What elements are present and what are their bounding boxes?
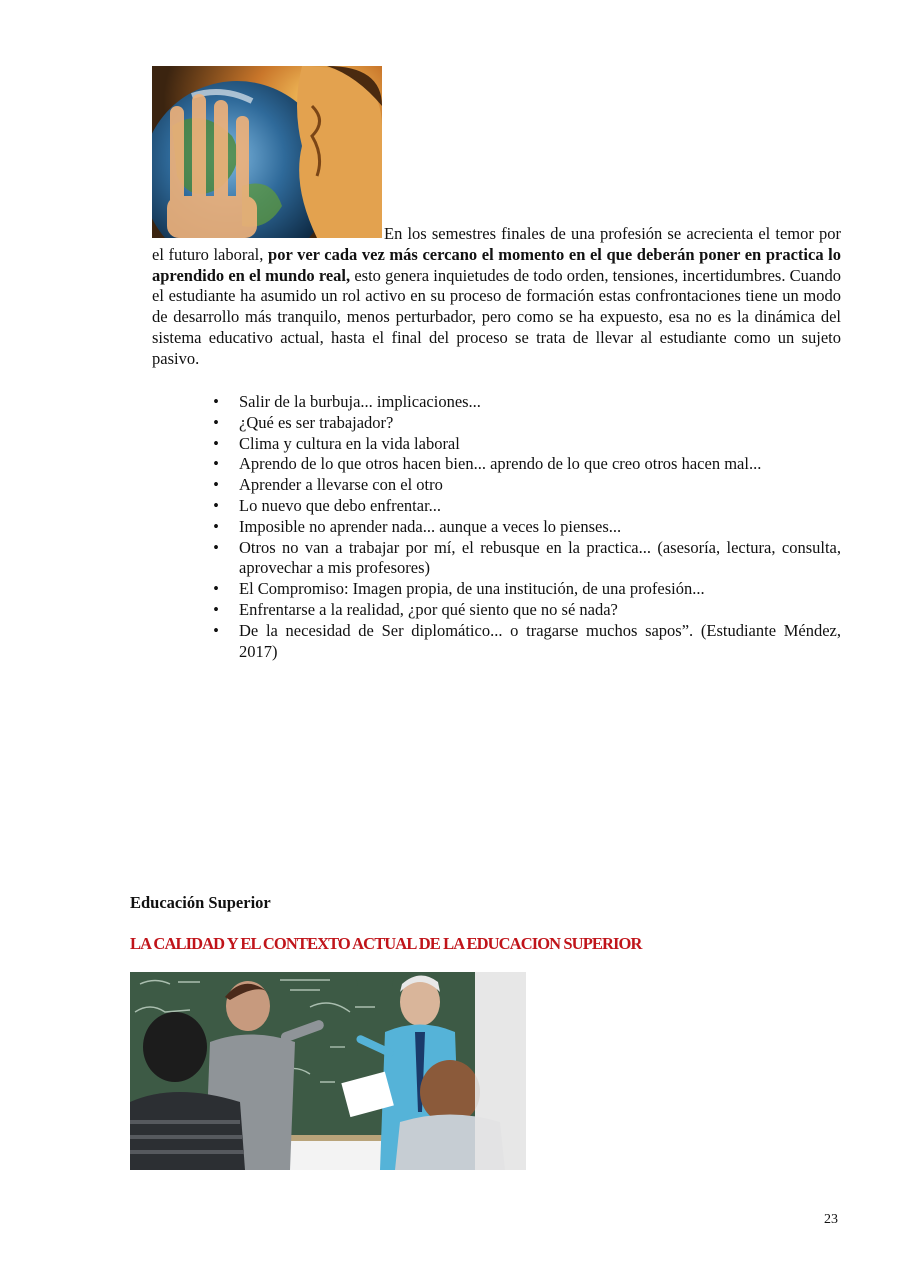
bullet-icon: • [213, 412, 219, 432]
list-item: • Lo nuevo que debo enfrentar... [210, 496, 841, 517]
bullet-icon: • [213, 495, 219, 515]
bullet-icon: • [213, 579, 219, 599]
list-item: • Imposible no aprender nada... aunque a veces lo pienses... [210, 517, 841, 538]
classroom-illustration [130, 972, 526, 1170]
bullet-list [210, 392, 841, 662]
bullet-icon: • [213, 433, 219, 453]
bullet-icon: • [213, 516, 219, 536]
bullet-icon: • [213, 620, 219, 640]
intro-paragraph [152, 224, 841, 370]
list-item: • El Compromiso: Imagen propia, de una institución, de una profesión... [210, 579, 841, 600]
classroom-photo [130, 972, 526, 1170]
bullet-icon: • [213, 599, 219, 619]
earth-hand-photo [152, 66, 382, 238]
list-item: • De la necesidad de Ser diplomático... o tragarse muchos sapos”. (Estudiante Méndez, 2017) [210, 621, 841, 663]
earth-hand-illustration [152, 66, 382, 238]
list-item: • Clima y cultura en la vida laboral [210, 434, 841, 455]
page-number: 23 [824, 1212, 838, 1227]
bullet-icon: • [213, 392, 219, 411]
bullet-icon: • [213, 537, 219, 557]
intro-lead: En los semestres finales de una profesión se acrecienta el temor por el futuro laboral, [152, 224, 841, 264]
section-subheading: LA CALIDAD Y EL CONTEXTO ACTUAL DE LA EDUCACION SUPERIOR [130, 934, 642, 953]
list-item: • Aprender a llevarse con el otro [210, 475, 841, 496]
bullet-icon: • [213, 475, 219, 495]
list-item: • ¿Qué es ser trabajador? [210, 413, 841, 434]
section-heading: Educación Superior [130, 893, 271, 912]
list-item: • Salir de la burbuja... implicaciones... [210, 392, 841, 413]
list-item: • Otros no van a trabajar por mí, el rebusque en la practica... (asesoría, lectura, consulta, aprovechar a mis profesores) [210, 538, 841, 580]
intro-bold: por ver cada vez más cercano el momento en el que deberán poner en practica lo aprendido en el mundo real, [152, 244, 842, 285]
list-item: • Enfrentarse a la realidad, ¿por qué siento que no sé nada? [210, 600, 841, 621]
bullet-icon: • [213, 454, 219, 474]
list-item: • Aprendo de lo que otros hacen bien... aprendo de lo que creo otros hacen mal... [210, 454, 841, 475]
intro-rest: esto genera inquietudes de todo orden, tensiones, incertidumbres. Cuando el estudiante ha asumido un rol activo en su proceso de formación estas confrontaciones tiene un modo de desarrollo más tranquilo, menos perturbador, pero como se ha expuesto, esa no es la dinámica del sistema educativo actual, hasta el final del proceso se trata de llevar al estudiante como un sujeto pasivo. [152, 265, 841, 368]
